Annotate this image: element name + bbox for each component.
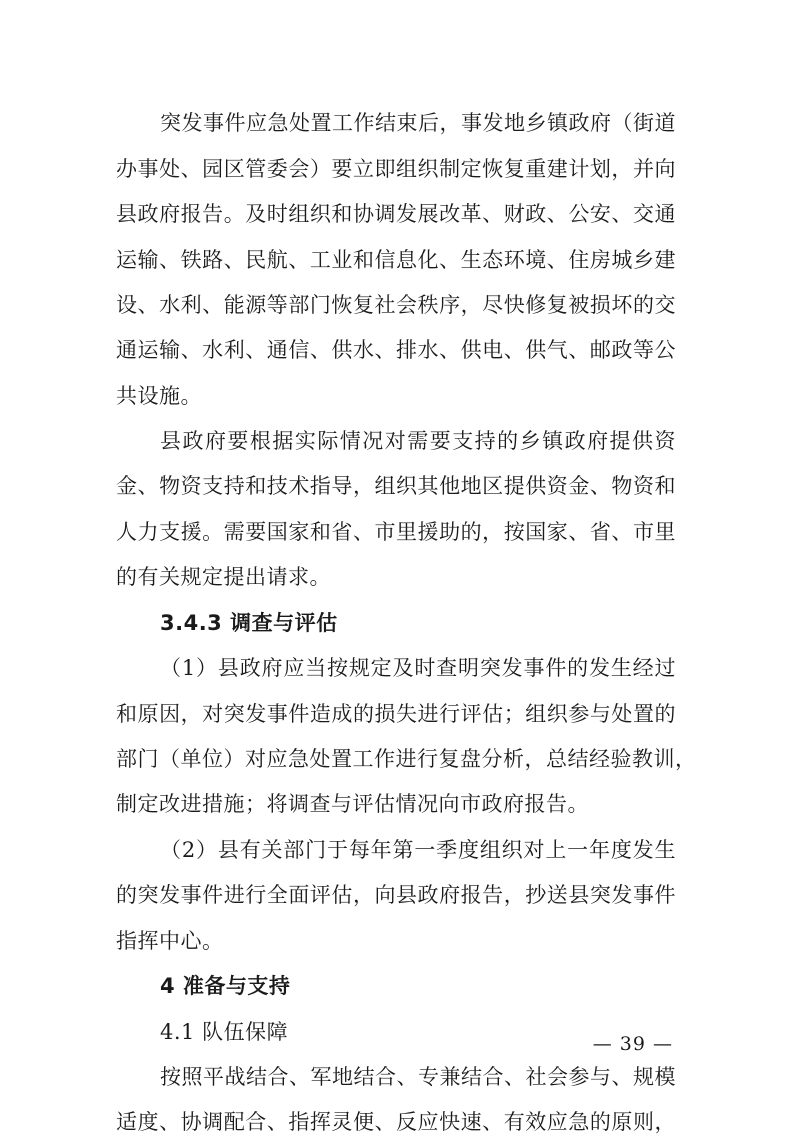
chapter-heading: 4 准备与支持 (160, 974, 291, 998)
paragraph-line: 运输、铁路、民航、工业和信息化、生态环境、住房城乡建 (116, 248, 676, 272)
paragraph-line: 人力支援。需要国家和省、市里援助的，按国家、省、市里 (116, 520, 676, 544)
paragraph-line: 的有关规定提出请求。 (116, 565, 331, 589)
paragraph-line: 突发事件应急处置工作结束后，事发地乡镇政府（街道 (160, 111, 676, 135)
paragraph-line: 制定改进措施；将调查与评估情况向市政府报告。 (116, 792, 589, 816)
paragraph-line: 设、水利、能源等部门恢复社会秩序，尽快修复被损坏的交 (116, 293, 676, 317)
section-heading: 3.4.3 调查与评估 (160, 611, 338, 635)
paragraph-line: （2）县有关部门于每年第一季度组织对上一年度发生 (160, 838, 676, 862)
paragraph-line: （1）县政府应当按规定及时查明突发事件的发生经过 (160, 656, 676, 680)
paragraph-line: 县政府要根据实际情况对需要支持的乡镇政府提供资 (160, 429, 676, 453)
paragraph-line: 和原因，对突发事件造成的损失进行评估；组织参与处置的 (116, 702, 676, 726)
paragraph-line: 部门（单位）对应急处置工作进行复盘分析，总结经验教训， (116, 747, 697, 771)
subsection-heading: 4.1 队伍保障 (160, 1020, 289, 1044)
paragraph-line: 办事处、园区管委会）要立即组织制定恢复重建计划，并向 (116, 157, 676, 181)
page-number: — 39 — (592, 1033, 673, 1055)
paragraph-line: 的突发事件进行全面评估，向县政府报告，抄送县突发事件 (116, 883, 676, 907)
paragraph-line: 共设施。 (116, 384, 202, 408)
paragraph-line: 通运输、水利、通信、供水、排水、供电、供气、邮政等公 (116, 338, 676, 362)
paragraph-line: 适度、协调配合、指挥灵便、反应快速、有效应急的原则， (116, 1110, 676, 1134)
paragraph-line: 指挥中心。 (116, 929, 224, 953)
paragraph-line: 按照平战结合、军地结合、专兼结合、社会参与、规模 (160, 1065, 676, 1089)
paragraph-line: 县政府报告。及时组织和协调发展改革、财政、公安、交通 (116, 202, 676, 226)
paragraph-line: 金、物资支持和技术指导，组织其他地区提供资金、物资和 (116, 474, 676, 498)
